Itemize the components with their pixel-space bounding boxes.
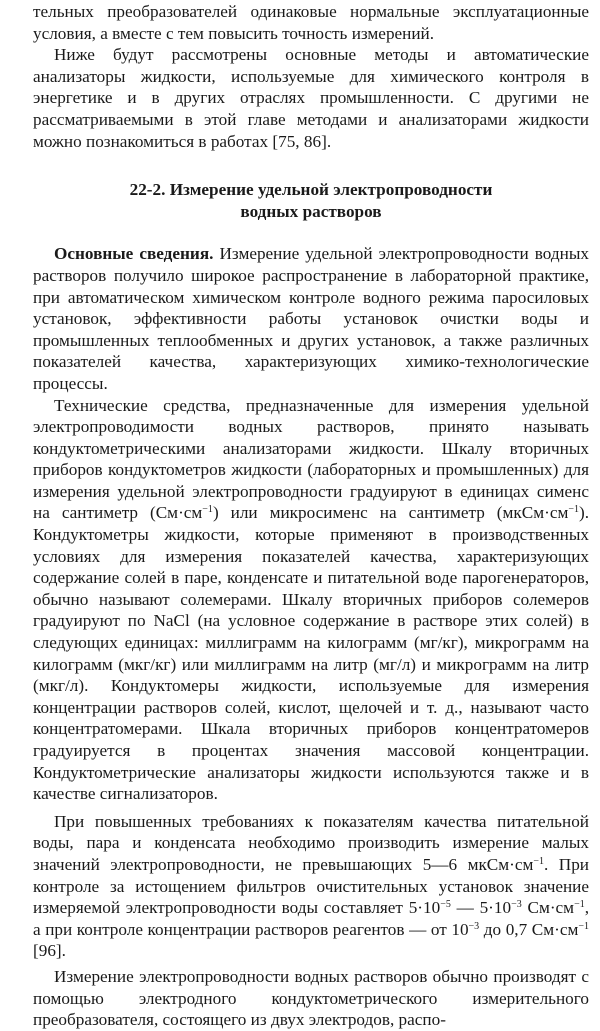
section-heading-line-1: 22-2. Измерение удельной электропроводности: [129, 180, 493, 200]
section-heading-line-2: водных растворов: [240, 201, 382, 221]
text-run: Технические средства, предназначенные для измерения удельной электропроводимости водных растворов, принято называть кондуктометрическими анализаторами жидкости. Шкалу вторичных приборов кондуктометров жидкости (лабораторных и промышленных) для измерения удельной электропроводности градуируют в единицах сименс на сантиметр (См·см: [33, 395, 589, 523]
superscript: −1: [578, 920, 589, 932]
runin-heading: Основные сведения.: [54, 244, 214, 264]
text-run: ) или микросименс на сантиметр (мкСм·см: [212, 503, 569, 523]
paragraph-technical-means: [33, 395, 589, 805]
section-heading: [33, 179, 589, 222]
text-run: — 5·10: [450, 898, 512, 918]
text-run: , а при контроле концентрации растворов реагентов — от 10: [33, 898, 589, 939]
text-run: [96].: [33, 941, 66, 961]
paragraph-continued: тельных преобразователей одинаковые нормальные эксплуатационные условия, а вместе с тем повысить точность измерений.: [33, 2, 589, 43]
paragraph-methods-overview: Ниже будут рассмотрены основные методы и автоматические анализаторы жидкости, используемые для химического контроля в энергетике и в других отраслях промышленности. С другими не рассматриваемыми в этой главе методами и анализаторами жидкости можно познакомиться в работах [75, 86].: [33, 45, 589, 151]
text-run: . При контроле за истощением фильтров очистительных установок значение измеряемой электропроводности воды составляет 5·10: [33, 854, 589, 918]
text-run: См·см: [521, 898, 575, 918]
text-run: до 0,7 См·см: [479, 919, 579, 939]
paragraph-measurement-method: Измерение электропроводности водных растворов обычно производят с помощью электродного кондуктометрического измерительного преобразователя, состоящего из двух электродов, распо-: [33, 966, 589, 1030]
document-page: [33, 1, 589, 1031]
superscript: −1: [568, 504, 579, 516]
superscript: −3: [468, 920, 480, 932]
paragraph-basic-info: [33, 243, 589, 394]
paragraph-basic-info-text: Измерение удельной электропроводности водных растворов получило широкое распространение в лабораторной практике, при автоматическом химическом контроле водного режима паросиловых установок, эффективности работы установок очистки воды и промышленных теплообменных и других установок, а также различных показателей качества, характеризующих химико-технологические процессы.: [33, 244, 589, 393]
text-run: При повышенных требованиях к показателям качества питательной воды, пара и конденсата необходимо производить измерение малых значений электропроводности, не превышающих 5—6 мкСм·см: [33, 811, 589, 874]
superscript: −1: [202, 504, 213, 516]
superscript: −3: [511, 899, 522, 911]
paragraph-high-requirements: [33, 811, 589, 962]
text-run: ). Кондуктометры жидкости, которые применяют в производственных условиях для измерения показателей качества, характеризующих содержание солей в паре, конденсате и питательной воде парогенераторов, обычно называют солемерами. Шкалу вторичных приборов солемеров градуируют по NaCl (на условное содержание в растворе этих солей) в следующих единицах: миллиграмм на килограмм (мг/кг), микрограмм на килограмм (мкг/кг) или миллиграмм на литр (мг/л) и микрограмм на литр (мкг/л). Кондуктомеры жидкости, используемые для измерения концентрации растворов солей, кислот, щелочей и т. д., называют часто концентратомерами. Шкала вторичных приборов концентратомеров градуируется в процентах значения массовой концентрации. Кондуктометрические анализаторы жидкости используются также и в качестве сигнализаторов.: [33, 503, 589, 804]
superscript: −5: [440, 899, 451, 911]
superscript: −1: [533, 855, 545, 867]
superscript: −1: [574, 899, 585, 911]
